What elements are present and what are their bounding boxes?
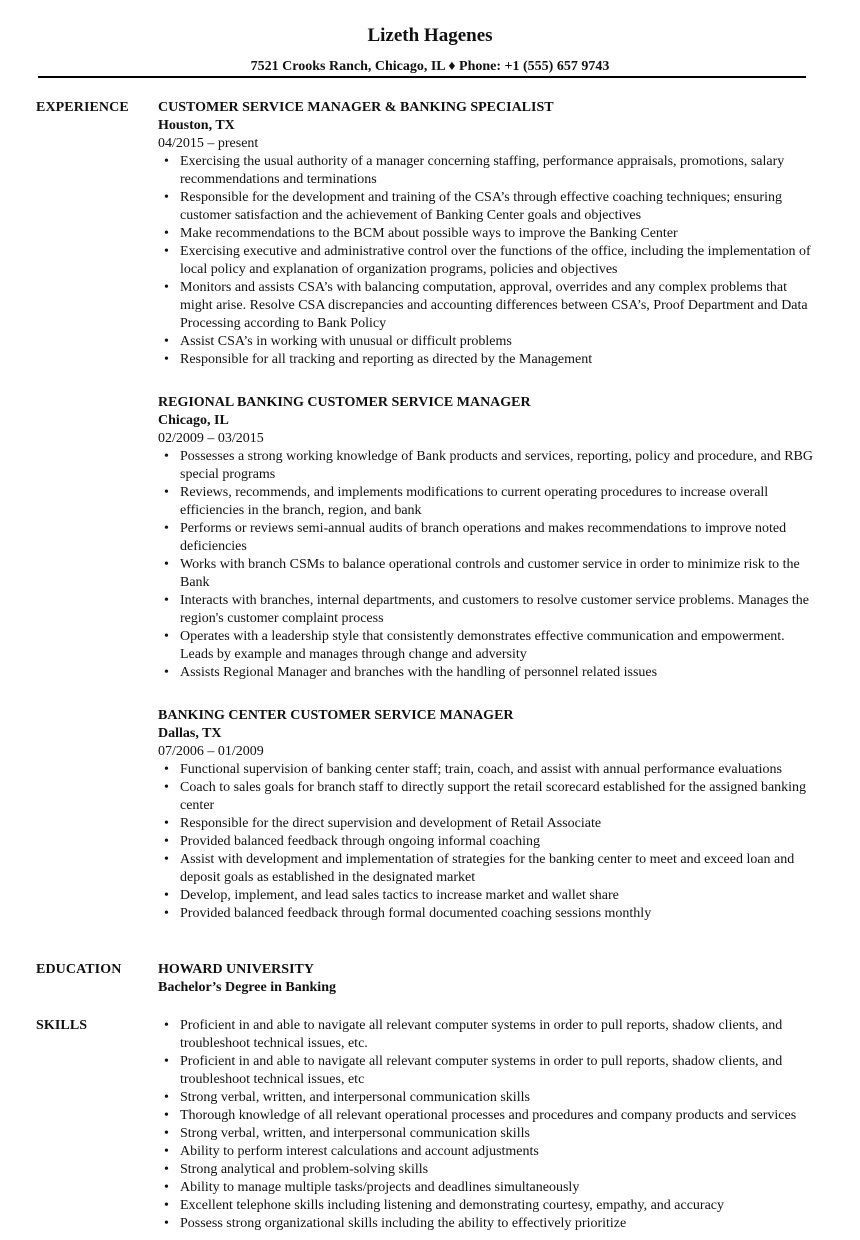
duty-item: • Responsible for the development and training of the CSA’s through effective coaching techniques; ensuring customer satisfaction and the achievement of Banking Center goals and objectives xyxy=(158,189,818,225)
skill-item: • Excellent telephone skills including listening and demonstrating courtesy, empathy, and accuracy xyxy=(158,1197,818,1215)
duty-item: • Assist with development and implementation of strategies for the banking center to meet and exceed loan and deposit goals as established in the designated market xyxy=(158,851,818,887)
duty-item: • Operates with a leadership style that consistently demonstrates effective communication and empowerment. Leads by example and manages through change and adversity xyxy=(158,628,818,664)
skill-item: • Strong analytical and problem-solving skills xyxy=(158,1161,818,1179)
skill-item: • Strong verbal, written, and interpersonal communication skills xyxy=(158,1125,818,1143)
resume-header xyxy=(0,24,860,76)
duty-item: • Exercising the usual authority of a manager concerning staffing, performance appraisals, promotions, salary recommendations and terminations xyxy=(158,153,818,189)
job-dates: 04/2015 – present xyxy=(158,136,259,151)
job-location: Chicago, IL xyxy=(158,413,229,428)
duty-item: • Reviews, recommends, and implements modifications to current operating procedures to increase overall efficiencies in the branch, region, and bank xyxy=(158,484,818,520)
job-title: BANKING CENTER CUSTOMER SERVICE MANAGER xyxy=(158,708,514,723)
education-content xyxy=(158,961,818,997)
job-title: CUSTOMER SERVICE MANAGER & BANKING SPECIALIST xyxy=(158,100,554,115)
job-location: Dallas, TX xyxy=(158,726,222,741)
duty-item: • Works with branch CSMs to balance operational controls and customer service in order to minimize risk to the Bank xyxy=(158,556,818,592)
duty-item: • Possesses a strong working knowledge of Bank products and services, reporting, policy and procedure, and RBG special programs xyxy=(158,448,818,484)
duty-item: • Assist CSA’s in working with unusual or difficult problems xyxy=(158,333,818,351)
job-duties xyxy=(158,153,818,369)
duty-item: • Provided balanced feedback through formal documented coaching sessions monthly xyxy=(158,905,818,923)
job-dates: 07/2006 – 01/2009 xyxy=(158,744,264,759)
skill-item: • Strong verbal, written, and interpersonal communication skills xyxy=(158,1089,818,1107)
duty-item: • Develop, implement, and lead sales tactics to increase market and wallet share xyxy=(158,887,818,905)
education-label: EDUCATION xyxy=(36,962,122,977)
job-entry xyxy=(158,99,818,369)
contact-line: 7521 Crooks Ranch, Chicago, IL ♦ Phone: +1 (555) 657 9743 xyxy=(250,59,610,74)
skill-item: • Proficient in and able to navigate all relevant computer systems in order to pull reports, shadow clients, and troubleshoot technical issues, etc xyxy=(158,1053,818,1089)
job-dates: 02/2009 – 03/2015 xyxy=(158,431,264,446)
duty-item: • Responsible for all tracking and reporting as directed by the Management xyxy=(158,351,818,369)
duty-item: • Exercising executive and administrative control over the functions of the office, including the implementation of local policy and explanation of organization programs, policies and objectives xyxy=(158,243,818,279)
experience-label: EXPERIENCE xyxy=(36,100,129,115)
duty-item: • Performs or reviews semi-annual audits of branch operations and makes recommendations to improve noted deficiencies xyxy=(158,520,818,556)
skill-item: • Ability to perform interest calculations and account adjustments xyxy=(158,1143,818,1161)
job-title: REGIONAL BANKING CUSTOMER SERVICE MANAGER xyxy=(158,395,531,410)
duty-item: • Responsible for the direct supervision and development of Retail Associate xyxy=(158,815,818,833)
duty-item: • Assists Regional Manager and branches with the handling of personnel related issues xyxy=(158,664,818,682)
duty-item: • Provided balanced feedback through ongoing informal coaching xyxy=(158,833,818,851)
skill-item: • Ability to manage multiple tasks/projects and deadlines simultaneously xyxy=(158,1179,818,1197)
experience-content xyxy=(158,99,818,948)
duty-item: • Monitors and assists CSA’s with balancing computation, approval, overrides and any complex problems that might arise. Resolve CSA discrepancies and accounting differences between CSA’s, Proof Department and Data Processing according to Bank Policy xyxy=(158,279,818,333)
job-entry xyxy=(158,394,818,682)
skills-label: SKILLS xyxy=(36,1018,88,1033)
degree-name: Bachelor’s Degree in Banking xyxy=(158,980,336,995)
candidate-name: Lizeth Hagenes xyxy=(367,25,493,46)
duty-item: • Coach to sales goals for branch staff to directly support the retail scorecard established for the assigned banking center xyxy=(158,779,818,815)
skill-item: • Thorough knowledge of all relevant operational processes and procedures and company products and services xyxy=(158,1107,818,1125)
job-duties xyxy=(158,448,818,682)
job-duties xyxy=(158,761,818,923)
duty-item: • Functional supervision of banking center staff; train, coach, and assist with annual performance evaluations xyxy=(158,761,818,779)
header-divider xyxy=(38,76,806,78)
skills-list xyxy=(158,1017,818,1233)
skill-item: • Proficient in and able to navigate all relevant computer systems in order to pull reports, shadow clients, and troubleshoot technical issues, etc. xyxy=(158,1017,818,1053)
skill-item: • Possess strong organizational skills including the ability to effectively prioritize xyxy=(158,1215,818,1233)
job-entry xyxy=(158,707,818,923)
duty-item: • Interacts with branches, internal departments, and customers to resolve customer service problems. Manages the region's customer complaint process xyxy=(158,592,818,628)
skills-content xyxy=(158,1017,818,1233)
job-location: Houston, TX xyxy=(158,118,235,133)
school-name: HOWARD UNIVERSITY xyxy=(158,962,314,977)
duty-item: • Make recommendations to the BCM about possible ways to improve the Banking Center xyxy=(158,225,818,243)
